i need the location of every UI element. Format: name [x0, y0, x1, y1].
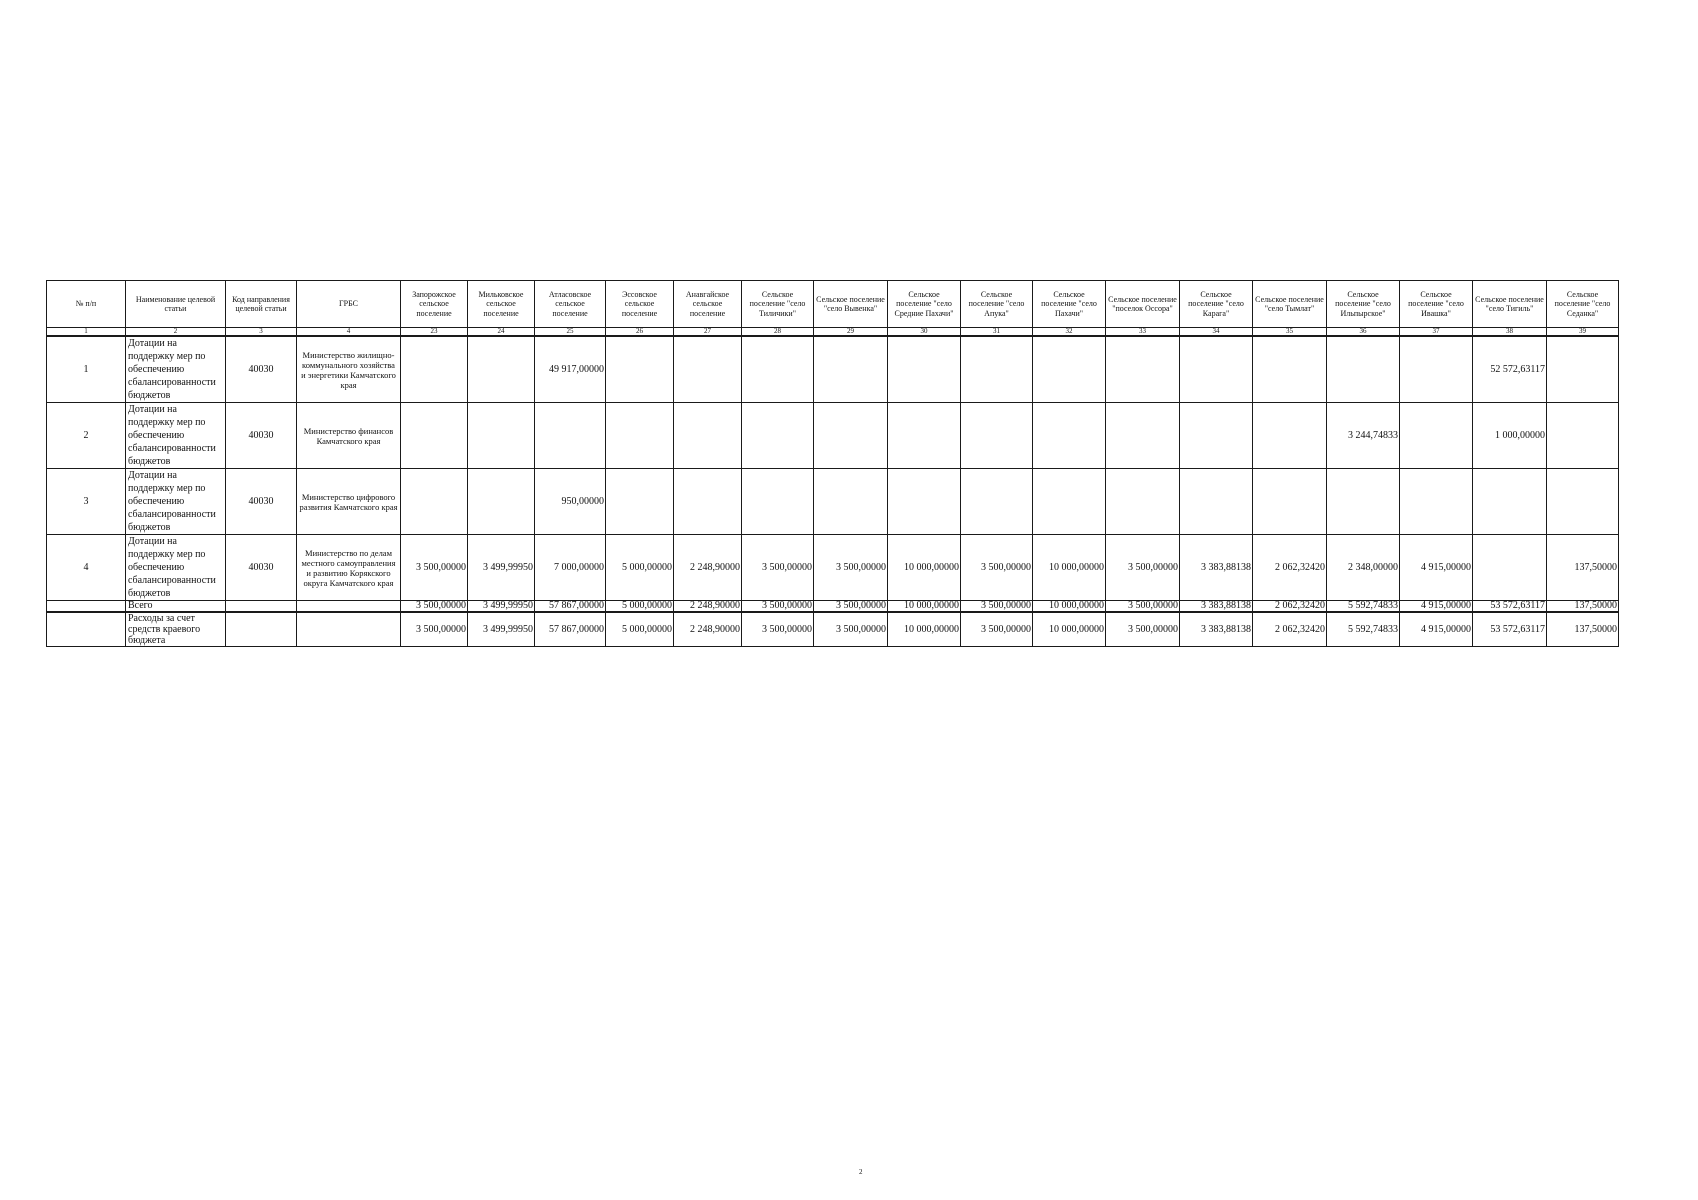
row-number-cell: 2 — [47, 403, 126, 469]
value-cell — [401, 469, 468, 535]
budget-value-cell: 2 062,32420 — [1253, 612, 1327, 647]
header-row — [47, 281, 1619, 328]
column-header: Код направления целевой статьи — [226, 281, 297, 328]
value-cell — [1253, 469, 1327, 535]
value-cell: 3 383,88138 — [1180, 535, 1253, 601]
column-number-cell: 36 — [1327, 328, 1400, 337]
direction-code-cell: 40030 — [226, 469, 297, 535]
column-number-cell: 33 — [1106, 328, 1180, 337]
budget-table-container — [46, 280, 1619, 647]
value-cell — [814, 469, 888, 535]
column-header: Сельское поселение "село Карага" — [1180, 281, 1253, 328]
total-empty-cell — [47, 601, 126, 613]
column-header: Сельское поселение "село Ивашка" — [1400, 281, 1473, 328]
column-header: Сельское поселение "село Седанка" — [1547, 281, 1619, 328]
value-cell: 52 572,63117 — [1473, 336, 1547, 403]
column-number-cell: 23 — [401, 328, 468, 337]
budget-empty-cell — [226, 612, 297, 647]
row-number-cell: 1 — [47, 336, 126, 403]
value-cell — [401, 403, 468, 469]
column-number-cell: 39 — [1547, 328, 1619, 337]
total-value-cell: 3 499,99950 — [468, 601, 535, 613]
value-cell — [674, 403, 742, 469]
column-number-row — [47, 328, 1619, 337]
value-cell: 1 000,00000 — [1473, 403, 1547, 469]
value-cell — [888, 336, 961, 403]
budget-value-cell: 57 867,00000 — [535, 612, 606, 647]
budget-value-cell: 3 383,88138 — [1180, 612, 1253, 647]
value-cell: 950,00000 — [535, 469, 606, 535]
column-number-cell: 4 — [297, 328, 401, 337]
total-value-cell: 3 500,00000 — [814, 601, 888, 613]
value-cell: 3 499,99950 — [468, 535, 535, 601]
direction-code-cell: 40030 — [226, 403, 297, 469]
value-cell — [961, 469, 1033, 535]
value-cell — [468, 469, 535, 535]
value-cell — [1327, 469, 1400, 535]
value-cell: 2 348,00000 — [1327, 535, 1400, 601]
value-cell — [1400, 469, 1473, 535]
column-header: Сельское поселение "село Тымлат" — [1253, 281, 1327, 328]
value-cell — [1033, 403, 1106, 469]
value-cell — [606, 469, 674, 535]
value-cell: 2 062,32420 — [1253, 535, 1327, 601]
table-row — [47, 403, 1619, 469]
total-label: Всего — [126, 601, 226, 613]
total-value-cell: 53 572,63117 — [1473, 601, 1547, 613]
value-cell — [468, 403, 535, 469]
value-cell — [814, 403, 888, 469]
column-header: Наименование целевой статьи — [126, 281, 226, 328]
budget-value-cell: 4 915,00000 — [1400, 612, 1473, 647]
value-cell: 2 248,90000 — [674, 535, 742, 601]
value-cell — [1180, 403, 1253, 469]
column-number-cell: 3 — [226, 328, 297, 337]
budget-allocation-table — [46, 280, 1619, 647]
grbs-cell: Министерство финансов Камчатского края — [297, 403, 401, 469]
grbs-cell: Министерство по делам местного самоуправления и развитию Корякского округа Камчатского края — [297, 535, 401, 601]
total-value-cell: 5 000,00000 — [606, 601, 674, 613]
budget-value-cell: 2 248,90000 — [674, 612, 742, 647]
article-name-cell: Дотации на поддержку мер по обеспечению сбалансированности бюджетов — [126, 336, 226, 403]
value-cell: 10 000,00000 — [888, 535, 961, 601]
value-cell — [888, 469, 961, 535]
column-number-cell: 30 — [888, 328, 961, 337]
page-number: 2 — [859, 1168, 863, 1176]
column-header: Сельское поселение "село Тигиль" — [1473, 281, 1547, 328]
value-cell: 5 000,00000 — [606, 535, 674, 601]
total-value-cell: 10 000,00000 — [1033, 601, 1106, 613]
column-number-cell: 35 — [1253, 328, 1327, 337]
value-cell: 3 500,00000 — [961, 535, 1033, 601]
value-cell: 3 500,00000 — [1106, 535, 1180, 601]
column-number-cell: 32 — [1033, 328, 1106, 337]
total-value-cell: 3 500,00000 — [961, 601, 1033, 613]
value-cell — [888, 403, 961, 469]
column-header: Атласовское сельское поселение — [535, 281, 606, 328]
grbs-cell: Министерство цифрового развития Камчатского края — [297, 469, 401, 535]
total-row — [47, 601, 1619, 613]
column-number-cell: 34 — [1180, 328, 1253, 337]
article-name-cell: Дотации на поддержку мер по обеспечению сбалансированности бюджетов — [126, 469, 226, 535]
column-header: Сельское поселение "село Ильпырское" — [1327, 281, 1400, 328]
budget-value-cell: 10 000,00000 — [1033, 612, 1106, 647]
value-cell — [961, 336, 1033, 403]
table-row — [47, 336, 1619, 403]
value-cell — [1473, 535, 1547, 601]
value-cell — [606, 403, 674, 469]
column-number-cell: 29 — [814, 328, 888, 337]
total-value-cell: 57 867,00000 — [535, 601, 606, 613]
budget-value-cell: 10 000,00000 — [888, 612, 961, 647]
total-value-cell: 2 062,32420 — [1253, 601, 1327, 613]
budget-value-cell: 3 500,00000 — [742, 612, 814, 647]
column-header: Сельское поселение "поселок Оссора" — [1106, 281, 1180, 328]
value-cell — [1547, 403, 1619, 469]
column-header: № п/п — [47, 281, 126, 328]
column-number-cell: 25 — [535, 328, 606, 337]
value-cell — [401, 336, 468, 403]
budget-value-cell: 53 572,63117 — [1473, 612, 1547, 647]
column-header: Сельское поселение "село Пахачи" — [1033, 281, 1106, 328]
value-cell — [1106, 336, 1180, 403]
column-header: Анавгайское сельское поселение — [674, 281, 742, 328]
total-value-cell: 137,50000 — [1547, 601, 1619, 613]
total-value-cell: 3 500,00000 — [401, 601, 468, 613]
article-name-cell: Дотации на поддержку мер по обеспечению сбалансированности бюджетов — [126, 403, 226, 469]
value-cell — [814, 336, 888, 403]
table-row — [47, 469, 1619, 535]
value-cell — [674, 469, 742, 535]
budget-empty-cell — [47, 612, 126, 647]
total-value-cell: 3 500,00000 — [1106, 601, 1180, 613]
column-number-cell: 27 — [674, 328, 742, 337]
direction-code-cell: 40030 — [226, 535, 297, 601]
budget-value-cell: 3 500,00000 — [961, 612, 1033, 647]
value-cell — [742, 403, 814, 469]
value-cell — [1547, 469, 1619, 535]
column-number-cell: 2 — [126, 328, 226, 337]
value-cell — [1400, 403, 1473, 469]
value-cell — [1106, 469, 1180, 535]
value-cell — [1033, 469, 1106, 535]
value-cell — [1547, 336, 1619, 403]
value-cell — [606, 336, 674, 403]
column-header: Запорожское сельское поселение — [401, 281, 468, 328]
total-value-cell: 3 500,00000 — [742, 601, 814, 613]
budget-value-cell: 3 499,99950 — [468, 612, 535, 647]
budget-label: Расходы за счет средств краевого бюджета — [126, 612, 226, 647]
value-cell: 7 000,00000 — [535, 535, 606, 601]
value-cell — [535, 403, 606, 469]
total-value-cell: 10 000,00000 — [888, 601, 961, 613]
value-cell — [1253, 403, 1327, 469]
value-cell: 3 244,74833 — [1327, 403, 1400, 469]
column-header: Мильковское сельское поселение — [468, 281, 535, 328]
table-row — [47, 535, 1619, 601]
column-header: Эссовское сельское поселение — [606, 281, 674, 328]
value-cell — [1180, 469, 1253, 535]
value-cell — [468, 336, 535, 403]
column-number-cell: 38 — [1473, 328, 1547, 337]
value-cell — [1253, 336, 1327, 403]
budget-value-cell: 3 500,00000 — [814, 612, 888, 647]
grbs-cell: Министерство жилищно-коммунального хозяйства и энергетики Камчатского края — [297, 336, 401, 403]
article-name-cell: Дотации на поддержку мер по обеспечению сбалансированности бюджетов — [126, 535, 226, 601]
row-number-cell: 3 — [47, 469, 126, 535]
total-value-cell: 2 248,90000 — [674, 601, 742, 613]
budget-value-cell: 3 500,00000 — [401, 612, 468, 647]
total-value-cell: 4 915,00000 — [1400, 601, 1473, 613]
budget-value-cell: 3 500,00000 — [1106, 612, 1180, 647]
budget-value-cell: 5 592,74833 — [1327, 612, 1400, 647]
total-value-cell: 3 383,88138 — [1180, 601, 1253, 613]
value-cell — [1400, 336, 1473, 403]
value-cell — [1033, 336, 1106, 403]
budget-value-cell: 137,50000 — [1547, 612, 1619, 647]
value-cell — [1106, 403, 1180, 469]
direction-code-cell: 40030 — [226, 336, 297, 403]
column-number-cell: 28 — [742, 328, 814, 337]
value-cell: 137,50000 — [1547, 535, 1619, 601]
column-number-cell: 24 — [468, 328, 535, 337]
value-cell: 3 500,00000 — [401, 535, 468, 601]
value-cell — [1473, 469, 1547, 535]
budget-value-cell: 5 000,00000 — [606, 612, 674, 647]
column-number-cell: 37 — [1400, 328, 1473, 337]
column-number-cell: 26 — [606, 328, 674, 337]
total-empty-cell — [226, 601, 297, 613]
value-cell — [742, 336, 814, 403]
column-header: ГРБС — [297, 281, 401, 328]
total-value-cell: 5 592,74833 — [1327, 601, 1400, 613]
value-cell — [1327, 336, 1400, 403]
row-number-cell: 4 — [47, 535, 126, 601]
column-header: Сельское поселение "село Средние Пахачи" — [888, 281, 961, 328]
budget-empty-cell — [297, 612, 401, 647]
value-cell — [674, 336, 742, 403]
column-number-cell: 31 — [961, 328, 1033, 337]
column-header: Сельское поселение "село Апука" — [961, 281, 1033, 328]
value-cell: 3 500,00000 — [742, 535, 814, 601]
value-cell: 10 000,00000 — [1033, 535, 1106, 601]
value-cell — [1180, 336, 1253, 403]
value-cell: 4 915,00000 — [1400, 535, 1473, 601]
column-header: Сельское поселение "село Тиличики" — [742, 281, 814, 328]
value-cell: 3 500,00000 — [814, 535, 888, 601]
column-header: Сельское поселение "село Вывенка" — [814, 281, 888, 328]
total-empty-cell — [297, 601, 401, 613]
value-cell: 49 917,00000 — [535, 336, 606, 403]
value-cell — [961, 403, 1033, 469]
regional-budget-row — [47, 612, 1619, 647]
column-number-cell: 1 — [47, 328, 126, 337]
value-cell — [742, 469, 814, 535]
